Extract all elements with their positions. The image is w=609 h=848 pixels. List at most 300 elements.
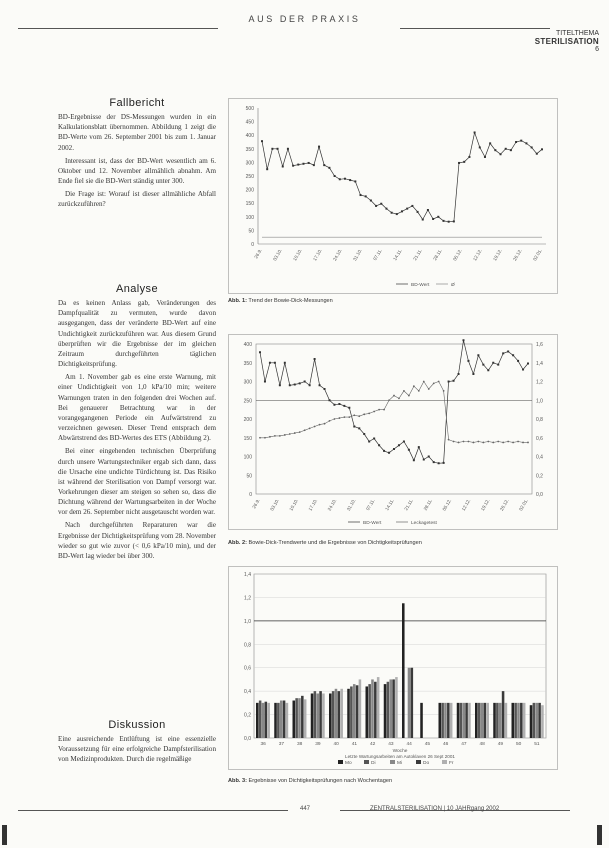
data-point-leak — [423, 381, 425, 383]
x-tick-label: 07.11. — [372, 248, 383, 262]
data-point-leak — [309, 427, 311, 429]
bar — [262, 703, 265, 738]
data-point — [396, 213, 398, 215]
paragraph: Interessant ist, dass der BD-Wert wesentlich am 6. Oktober und 12. November allmählich abnahm. Am Ende fiel sie die BD-Wert ständig unter 300. — [58, 156, 216, 186]
x-tick-label: 19.12. — [492, 248, 503, 262]
legend-label: Mi — [397, 761, 403, 766]
y-tick-label-right: 1,0 — [536, 398, 543, 405]
data-point-leak — [294, 432, 296, 434]
data-point-leak — [458, 442, 460, 444]
bar — [274, 703, 277, 738]
data-point-bd — [512, 354, 514, 356]
y-tick-label-left: 100 — [243, 454, 252, 461]
y-tick-label-right: 1,6 — [536, 342, 543, 348]
bar — [311, 693, 314, 738]
data-point-leak — [492, 442, 494, 444]
data-point-leak — [363, 413, 365, 415]
data-point-bd — [443, 462, 445, 464]
x-tick-label: 03.10. — [269, 498, 281, 512]
data-point-leak — [413, 385, 415, 387]
data-point-leak — [358, 415, 360, 417]
bar — [322, 693, 325, 738]
data-point-bd — [482, 364, 484, 366]
bar — [514, 703, 517, 738]
data-point — [536, 153, 538, 155]
x-tick-label: 12.12. — [472, 248, 483, 262]
series-line-leak — [260, 382, 528, 443]
x-tick-label: 02.01. — [518, 498, 529, 512]
figure-1-caption — [228, 298, 333, 304]
data-point-leak — [448, 439, 450, 441]
data-point-leak — [329, 420, 331, 422]
crop-mark-left — [2, 825, 7, 845]
bar — [277, 703, 280, 738]
y-tick-label-left: 400 — [243, 342, 252, 348]
data-point-leak — [463, 441, 465, 443]
x-tick-label: 31.10. — [352, 248, 363, 262]
bar — [481, 703, 484, 738]
data-point-leak — [343, 416, 345, 418]
data-point-bd — [279, 384, 281, 386]
data-point — [463, 161, 465, 163]
y-tick-label: 0,0 — [244, 736, 251, 742]
data-point-leak — [279, 435, 281, 437]
data-point-bd — [363, 433, 365, 435]
x-tick-label: 14.11. — [392, 248, 403, 262]
bar — [533, 703, 536, 738]
x-tick-label: 24.10. — [332, 248, 343, 262]
x-tick-label: 28.11. — [422, 498, 434, 512]
data-point-leak — [438, 381, 440, 383]
x-tick-label: 40 — [333, 742, 339, 747]
bar — [286, 703, 289, 738]
bar — [496, 703, 499, 738]
data-point-bd — [433, 461, 435, 463]
legend-label: Mo — [345, 761, 352, 766]
x-tick-label: 10.10. — [288, 498, 300, 512]
bar — [371, 679, 374, 738]
data-point-bd — [319, 384, 321, 386]
bar — [457, 703, 460, 738]
legend-swatch — [416, 760, 421, 764]
data-point — [422, 219, 424, 221]
running-title: AUS DER PRAXIS — [248, 14, 361, 24]
data-point-leak — [284, 434, 286, 436]
bar — [450, 703, 453, 738]
data-point-bd — [462, 339, 464, 341]
data-point — [531, 146, 533, 148]
bar — [520, 703, 523, 738]
bar — [468, 703, 471, 738]
bar — [502, 691, 505, 738]
data-point-leak — [289, 433, 291, 435]
x-tick-label: 21.11. — [412, 248, 423, 262]
header-rule-left — [18, 28, 218, 29]
bar — [368, 684, 371, 738]
data-point-leak — [269, 436, 271, 438]
data-point-leak — [353, 414, 355, 416]
y-tick-label: 300 — [245, 160, 254, 167]
bar — [439, 703, 442, 738]
data-point-leak — [373, 411, 375, 413]
section-number: 6 — [595, 46, 599, 53]
page-number: 447 — [300, 806, 311, 812]
paragraph: Nach durchgeführten Reparaturen war die Ergebnisse der Dichtigkeitsprüfung vom 28. November wieder so gut wie zuvor (< 0,6 kPa/10 min), und der BD-Wert lag wieder bei über 300. — [58, 521, 216, 560]
bar — [319, 691, 322, 738]
figure-3-chart — [228, 566, 558, 770]
y-tick-label-right: 1,2 — [536, 379, 543, 386]
series-line-bd — [260, 340, 528, 463]
x-tick-label: 19.12. — [479, 498, 491, 512]
text-column — [58, 98, 216, 213]
x-tick-label: 07.11. — [365, 498, 376, 512]
crop-mark-right — [597, 825, 602, 845]
legend-label-1: BD-Wert — [411, 283, 430, 288]
y-tick-label-left: 300 — [243, 379, 252, 386]
data-point — [432, 218, 434, 220]
bar — [295, 698, 298, 738]
data-point — [448, 221, 450, 223]
y-tick-label-right: 0,6 — [536, 435, 543, 442]
data-point-bd — [507, 351, 509, 353]
chart-frame — [229, 99, 558, 294]
data-point-bd — [398, 444, 400, 446]
data-point-bd — [378, 444, 380, 446]
data-point-leak — [512, 442, 514, 444]
data-point-bd — [264, 381, 266, 383]
data-point-leak — [393, 395, 395, 397]
x-tick-label: 26.12. — [499, 498, 510, 512]
x-tick-label: 17.10. — [312, 248, 323, 262]
y-tick-label: 400 — [245, 133, 254, 140]
data-point-leak — [482, 442, 484, 444]
legend-swatch — [364, 760, 369, 764]
data-point — [484, 156, 486, 158]
data-point — [385, 208, 387, 210]
data-point-bd — [428, 456, 430, 458]
y-tick-label: 0 — [251, 242, 254, 248]
y-tick-label-right: 0,2 — [536, 473, 543, 480]
data-point — [349, 179, 351, 181]
y-tick-label: 0,4 — [244, 689, 251, 696]
y-tick-label: 450 — [245, 119, 254, 126]
data-point — [411, 205, 413, 207]
data-point-bd — [259, 351, 261, 353]
bar — [366, 686, 369, 738]
y-tick-label: 0,8 — [244, 642, 251, 649]
paragraph: Eine ausreichende Entlüftung ist eine essenzielle Voraussetzung für eine erfolgreiche Dampfsterilisation von Medizinprodukten. Durch die regelmäßige — [58, 735, 216, 764]
bar — [462, 703, 465, 738]
data-point-leak — [477, 441, 479, 443]
x-tick-label: 02.01. — [532, 248, 543, 262]
data-point-bd — [304, 381, 306, 383]
data-point — [318, 146, 320, 148]
bar — [298, 698, 301, 738]
legend-label-2: Leckagetest — [411, 521, 437, 526]
bar — [408, 668, 411, 738]
data-point-bd — [328, 399, 330, 401]
data-point-leak — [348, 416, 350, 418]
bar — [395, 677, 398, 738]
bar — [384, 684, 387, 738]
x-tick-label: 17.10. — [307, 498, 319, 512]
section-line-1: TITELTHEMA — [555, 30, 599, 37]
data-point-bd — [472, 373, 474, 375]
y-tick-label-left: 250 — [243, 398, 252, 405]
legend-label: Do — [423, 761, 430, 766]
data-point — [437, 216, 439, 218]
data-point — [277, 148, 279, 150]
data-point-leak — [388, 399, 390, 401]
data-point-bd — [418, 446, 420, 448]
data-point-leak — [403, 390, 405, 392]
data-point-bd — [403, 441, 405, 443]
data-point — [489, 142, 491, 144]
x-tick-label: 26.9. — [253, 248, 263, 260]
x-tick-label: 39 — [315, 742, 321, 747]
x-tick-label: 42 — [369, 742, 376, 747]
y-tick-label-right: 0,0 — [536, 492, 543, 498]
data-point-leak — [339, 417, 341, 419]
data-point-leak — [264, 437, 266, 439]
data-point — [308, 162, 310, 164]
data-point-bd — [393, 448, 395, 450]
x-tick-label: 49 — [497, 742, 504, 747]
bar — [267, 703, 270, 738]
bar — [444, 703, 447, 738]
data-point-leak — [517, 441, 519, 443]
data-point — [287, 148, 289, 150]
bar — [350, 686, 353, 738]
data-point — [313, 164, 315, 166]
bar — [447, 703, 450, 738]
data-point-bd — [388, 452, 390, 454]
y-tick-label-left: 0 — [249, 492, 252, 498]
data-point-leak — [334, 418, 336, 420]
y-tick-label: 500 — [245, 106, 254, 112]
bar — [512, 703, 515, 738]
bar — [304, 699, 307, 738]
data-point-bd — [383, 450, 385, 452]
data-point-bd — [299, 382, 301, 384]
data-point-bd — [358, 427, 360, 429]
data-point — [505, 148, 507, 150]
legend-swatch — [390, 760, 395, 764]
bar — [387, 682, 390, 738]
x-tick-label: 03.10. — [272, 248, 283, 262]
y-tick-label: 0,2 — [244, 712, 251, 719]
data-point-bd — [314, 358, 316, 360]
x-tick-label: 21.11. — [403, 498, 415, 512]
data-point-leak — [383, 409, 385, 411]
data-point-leak — [453, 441, 455, 443]
data-point-bd — [453, 380, 455, 382]
y-tick-label: 0,6 — [244, 665, 251, 672]
paragraph: Da es keinen Anlass gab, Veränderungen des Dampfqualität zu vermuten, wurde davon ausgegangen, dass der veränderte BD-Wert auf eine Undichtigkeit zurückzuführen war. Aus diesem Grund überprüften wir die Ergebnisse der im gleichen Zeitraum durchgeführten täglichen Dichtigkeitsprüfung. — [58, 299, 216, 369]
y-tick-label-left: 350 — [243, 360, 252, 367]
data-point-bd — [487, 369, 489, 371]
x-tick-label: 43 — [388, 742, 394, 747]
data-point — [474, 131, 476, 133]
data-point-bd — [333, 404, 335, 406]
bar — [377, 677, 380, 738]
legend-swatch — [338, 760, 343, 764]
bar — [523, 703, 526, 738]
y-tick-label: 100 — [245, 214, 254, 221]
x-tick-label: 05.12. — [452, 248, 463, 262]
data-point — [354, 180, 356, 182]
bar — [293, 701, 296, 738]
data-point — [282, 165, 284, 167]
heading-fallbericht: Fallbericht — [109, 97, 165, 109]
y-tick-label: 250 — [245, 174, 254, 180]
x-tick-label: 37 — [278, 742, 285, 747]
data-point-leak — [473, 442, 475, 444]
data-point-bd — [284, 362, 286, 364]
bar — [517, 703, 520, 738]
y-tick-label: 150 — [245, 201, 254, 208]
legend-swatch — [442, 760, 447, 764]
y-tick-label: 1,2 — [244, 595, 251, 602]
data-point-leak — [314, 426, 316, 428]
figure-3-caption — [228, 778, 392, 784]
data-point-bd — [448, 381, 450, 383]
data-point — [261, 140, 263, 142]
x-tick-label: 10.10. — [292, 248, 303, 262]
data-point — [442, 220, 444, 222]
x-tick-label: 50 — [515, 742, 522, 747]
data-point-leak — [324, 423, 326, 425]
figure-1-chart — [228, 98, 558, 294]
data-point — [297, 164, 299, 166]
data-point-bd — [368, 441, 370, 443]
footer-rule-left — [18, 810, 288, 811]
paragraph: Die Frage ist: Worauf ist dieser allmähliche Abfall zurückzuführen? — [58, 190, 216, 209]
x-tick-label: 14.11. — [384, 498, 395, 512]
data-point-bd — [269, 362, 271, 364]
x-tick-label: 45 — [424, 742, 431, 747]
data-point — [401, 210, 403, 212]
data-point-leak — [304, 429, 306, 431]
data-point-bd — [502, 352, 504, 354]
bar — [374, 682, 377, 738]
data-point — [500, 153, 502, 155]
legend-label: Fr — [449, 761, 454, 766]
figure-2-caption — [228, 540, 422, 546]
data-point-leak — [418, 390, 420, 392]
data-point — [541, 148, 543, 150]
data-point — [344, 178, 346, 180]
x-tick-label: 24.10. — [326, 498, 338, 512]
data-point-leak — [408, 395, 410, 397]
bar — [493, 703, 496, 738]
data-point-bd — [527, 363, 529, 365]
data-point-bd — [497, 364, 499, 366]
figure-1-caption-text: Trend der Bowie-Dick-Messungen — [248, 298, 333, 304]
bar — [314, 691, 317, 738]
bar — [484, 703, 487, 738]
data-point-bd — [423, 459, 425, 461]
data-point — [271, 148, 273, 150]
x-axis-annotation: Letzte Wartungsarbeiten am Autoklaven 26 Sept 2001 — [345, 754, 455, 759]
data-point-leak — [443, 390, 445, 392]
paragraph: Bei einer eingehenden technischen Überprüfung durch unsere Wartungstechniker ergab sich dann, dass die Ursache eine undichte Türdichtung ist. Das Risiko ist während der Sterilisation von Dampf versorgt war. Vorkehrungen dieser am steigen so sehen so, dass die Dichtung während der Wartungsarbeiten in der Woche vor dem 26. September nicht ausgetauscht worden war. — [58, 447, 216, 517]
data-point — [453, 220, 455, 222]
y-tick-label-left: 150 — [243, 435, 252, 442]
bar — [340, 689, 343, 738]
data-point-bd — [353, 426, 355, 428]
data-point — [468, 156, 470, 158]
legend-label-2: Ø — [451, 283, 455, 288]
bar — [541, 705, 544, 738]
data-point-leak — [368, 412, 370, 414]
x-tick-label: 51 — [534, 742, 540, 747]
bar — [353, 684, 356, 738]
data-point — [380, 203, 382, 205]
x-axis-label: Woche — [392, 749, 408, 754]
paragraph: Am 1. November gab es eine erste Warnung, mit einer Undichtigkeit von 1,0 kPa/10 min; weitere Warnungen traten in den folgenden drei Wochen auf. Bei genauerer Betrachtung war in der vorangegangenen Periode ein Aufwärtstrend zu verzeichnen gewesen. Dieser Trend entsprach dem Abwärtstrend des BD-Wertes des ETS (Abbildung 2). — [58, 373, 216, 443]
x-tick-label: 12.12. — [460, 498, 472, 512]
series-line-1 — [262, 133, 542, 222]
section-line-2: STERILISATION — [534, 37, 599, 46]
figure-1-caption-label: Abb. 1: — [228, 298, 247, 304]
bar — [392, 679, 395, 738]
data-point-leak — [398, 397, 400, 399]
data-point — [520, 140, 522, 142]
bar — [505, 703, 508, 738]
data-point — [479, 146, 481, 148]
x-tick-label: 28.11. — [432, 248, 443, 262]
data-point-bd — [274, 362, 276, 364]
data-point-bd — [338, 403, 340, 405]
x-tick-label: 41 — [351, 742, 358, 747]
data-point-leak — [468, 441, 470, 443]
text-column-diskussion — [58, 720, 216, 768]
section-tag — [535, 30, 599, 54]
data-point-bd — [309, 384, 311, 386]
bar — [316, 693, 319, 738]
data-point — [292, 165, 294, 167]
data-point — [417, 211, 419, 213]
bar — [332, 691, 335, 738]
figure-3-caption-text: Ergebnisse von Dichtigkeitsprüfungen nach Wochentagen — [248, 778, 393, 784]
bar — [486, 703, 489, 738]
data-point — [334, 175, 336, 177]
figure-2-caption-label: Abb. 2: — [228, 540, 247, 546]
data-point — [406, 208, 408, 210]
data-point-leak — [378, 409, 380, 411]
data-point-bd — [373, 438, 375, 440]
data-point-leak — [487, 441, 489, 443]
data-point-bd — [492, 362, 494, 364]
heading-analyse: Analyse — [116, 283, 158, 295]
data-point — [339, 178, 341, 180]
data-point — [328, 167, 330, 169]
data-point-bd — [408, 449, 410, 451]
chart-frame — [229, 567, 558, 770]
data-point-leak — [527, 442, 529, 444]
bar — [475, 703, 478, 738]
figure-2-chart — [228, 334, 558, 530]
bar — [441, 703, 444, 738]
text-column-analyse — [58, 284, 216, 564]
x-tick-label: 38 — [296, 742, 303, 747]
bar — [535, 703, 538, 738]
heading-diskussion: Diskussion — [108, 719, 166, 731]
data-point-bd — [289, 384, 291, 386]
data-point-bd — [477, 354, 479, 356]
bar — [411, 668, 414, 738]
